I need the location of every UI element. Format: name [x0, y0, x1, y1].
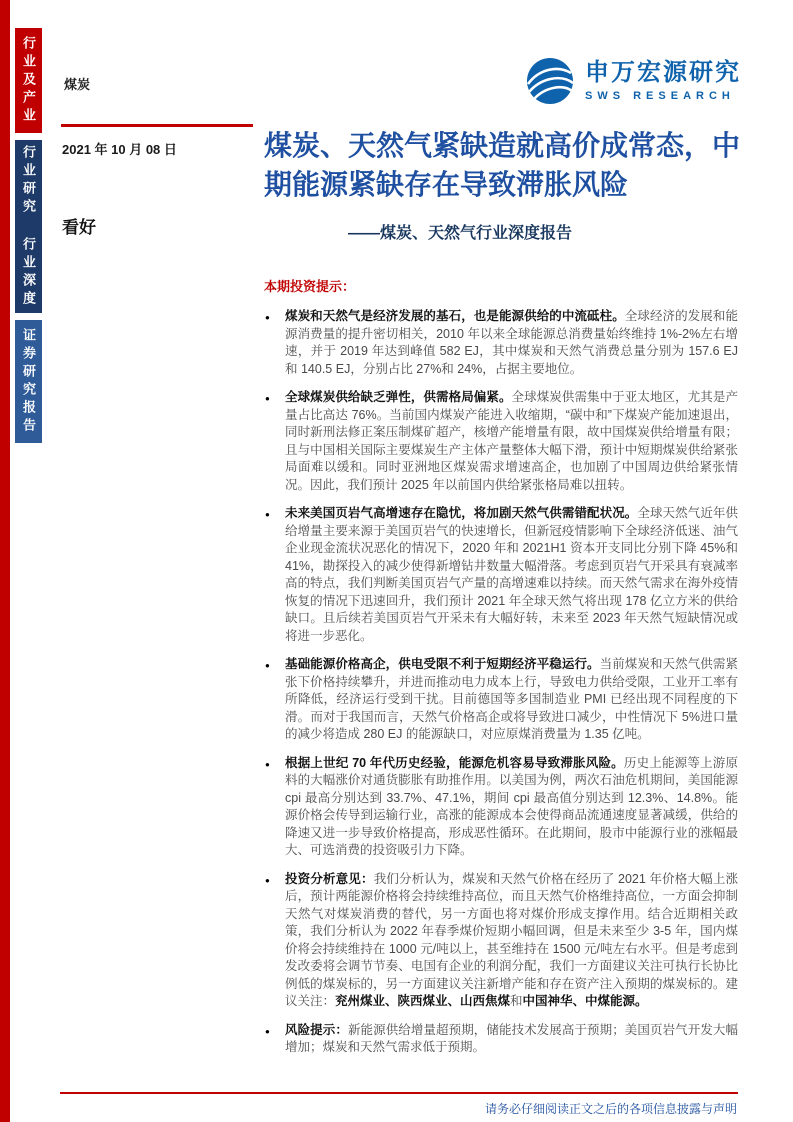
bullet-text: 全球经济的发展和能源消费量的提升密切相关，2010 年以来全球能源总消费量始终维持 1%-2%左右增速，并于 2019 年达到峰值 582 EJ，其中煤炭和天然气消费总量分别为 157.6 EJ 和 140.5 EJ，分别占比 27%和 24%，占据主要地位。	[285, 309, 738, 376]
bullet-text: 全球天然气近年供给增量主要来源于美国页岩气的快速增长，但新冠疫情影响下全球经济低迷、油气企业现金流状况恶化的情况下，2020 年和 2021H1 资本开支同比分别下降 45%和 41%，勘探投入的减少使得新增钻井数量大幅滑落。考虑到页岩气开采具有衰减率高的特点，我们判断美国页岩气产量的高增速难以持续。而天然气需求在海外疫情恢复的情况下迅速回升，我们预计 2021 年全球天然气将出现 178 亿立方米的供给缺口。且后续若美国页岩气开采未有大幅好转，未来至 2023 年天然气短缺情况或将进一步恶化。	[285, 506, 738, 643]
bullet-item	[264, 656, 738, 744]
sidebar-label-text: 证券研究报告	[21, 327, 36, 436]
date-divider	[61, 124, 253, 127]
logo-subtitle: SWS RESEARCH	[585, 89, 735, 102]
bullet-bold-text: 基础能源价格高企，供电受限不利于短期经济平稳运行。	[285, 657, 600, 671]
logo-globe-icon	[525, 56, 575, 106]
sidebar-label-securities-report	[15, 320, 42, 443]
bullet-item	[264, 755, 738, 860]
sidebar-label-industry-and-sector	[15, 28, 42, 133]
sidebar-label-text: 行业研究 行业深度	[21, 144, 36, 309]
bullet-bold-text: 根据上世纪 70 年代历史经验，能源危机容易导致滞胀风险。	[285, 755, 624, 770]
bullet-bold-text: 投资分析意见：	[285, 871, 374, 886]
bullet-text: 新能源供给增量超预期，储能技术发展高于预期；美国页岩气开发大幅增加；煤炭和天然气需求低于预期。	[285, 1022, 738, 1054]
bullet-bold-text: 中国神华、中煤能源。	[522, 994, 648, 1008]
bullet-text: 全球煤炭供需集中于亚太地区，尤其是产量占比高达 76%。当前国内煤炭产能进入收缩期，“碳中和”下煤炭产能加速退出，同时新刑法修正案压制煤矿超产，核增产能增量有限，故中国煤炭供给增量有限；且与中国相关国际主要煤炭生产主体产量整体大幅下滑，预计中短期煤炭供给紧张局面难以缓和。同时亚洲地区煤炭需求增速高企，也加剧了中国周边供给紧张情况。因此，我们预计 2025 年以前国内供给紧张格局难以扭转。	[285, 390, 738, 492]
bullet-item	[264, 389, 738, 494]
industry-tag: 煤炭	[64, 77, 91, 92]
bullet-item	[264, 505, 738, 645]
sidebar-label-text: 行业及产业	[21, 35, 36, 126]
bullet-text: 我们分析认为，煤炭和天然气价格在经历了 2021 年价格大幅上涨后，预计两能源价格将会持续维持高位，而且天然气价格维持高位，一方面会抑制天然气对煤炭消费的替代，另一方面也将对煤价形成支撑作用。结合近期相关政策，我们分析认为 2022 年春季煤价短期小幅回调，但是未来至少 3-5 年，国内煤价将会持续维持在 1000 元/吨以上，甚至维持在 1500 元/吨左右水平。但是考虑到发改委将会调节节奏、电国有企业的利润分配，我们一方面建议关注可执行长协比例低的煤炭标的，另一方面建议关注新增产能和存在资产注入预期的煤炭标的。建议关注：	[285, 871, 738, 1008]
tips-heading: 本期投资提示：	[264, 279, 356, 294]
footer-divider	[60, 1092, 738, 1094]
bullet-text: 和	[510, 994, 523, 1008]
left-red-strip	[0, 0, 10, 1122]
report-body	[264, 276, 738, 1068]
bullet-text: 历史上能源等上游原料的大幅涨价对通货膨胀有助推作用。以美国为例，两次石油危机期间，美国能源 cpi 最高分别达到 33.7%、47.1%，期间 cpi 最高值分别达到 12.3%、14.8%。能源价格会传导到运输行业，高涨的能源成本会使得商品流通速度显著减缓，供给的降速又进一步导致价格提高，形成恶性循环。在此期间，股市中能源行业的涨幅最大、可选消费的投资吸引力下降。	[285, 755, 738, 857]
disclaimer-text: 请务必仔细阅读正文之后的各项信息披露与声明	[484, 1102, 737, 1116]
report-title: 煤炭、天然气紧缺造就高价成常态，中期能源紧缺存在导致滞胀风险	[264, 130, 741, 200]
bullet-bold-text: 全球煤炭供给缺乏弹性，供需格局偏紧。	[285, 390, 512, 404]
bullet-item	[264, 1022, 738, 1057]
bullet-bold-text: 未来美国页岩气高增速存在隐忧，将加剧天然气供需错配状况。	[285, 506, 638, 520]
bullet-item	[264, 308, 738, 378]
logo-title: 申万宏源研究	[585, 59, 741, 87]
bullet-bold-text: 煤炭和天然气是经济发展的基石，也是能源供给的中流砥柱。	[285, 309, 625, 323]
report-date: 2021 年 10 月 08 日	[62, 142, 177, 157]
bullet-bold-text: 兖州煤业、陕西煤业、山西焦煤	[335, 994, 511, 1008]
bullet-text: 当前煤炭和天然气供需紧张下价格持续攀升，并进而推动电力成本上行，导致电力供给受限，工业开工率有所降低，经济运行受到干扰。目前德国等多国制造业 PMI 已经出现不同程度的下滑。而对于我国而言，天然气价格高企或将导致进口减少，中性情况下 5%进口量的减少将造成 280 EJ 的能源缺口，对应原煤消费量为 1.35 亿吨。	[285, 657, 738, 741]
sws-logo	[525, 56, 741, 106]
sidebar-label-industry-research	[15, 140, 42, 313]
bullet-bold-text: 风险提示：	[285, 1022, 348, 1037]
bullet-item	[264, 871, 738, 1011]
report-subtitle: ——煤炭、天然气行业深度报告	[348, 225, 573, 242]
investment-tips-list	[264, 308, 738, 1057]
title-block	[264, 126, 740, 243]
rating-value: 看好	[62, 218, 96, 237]
logo-text	[585, 60, 741, 101]
